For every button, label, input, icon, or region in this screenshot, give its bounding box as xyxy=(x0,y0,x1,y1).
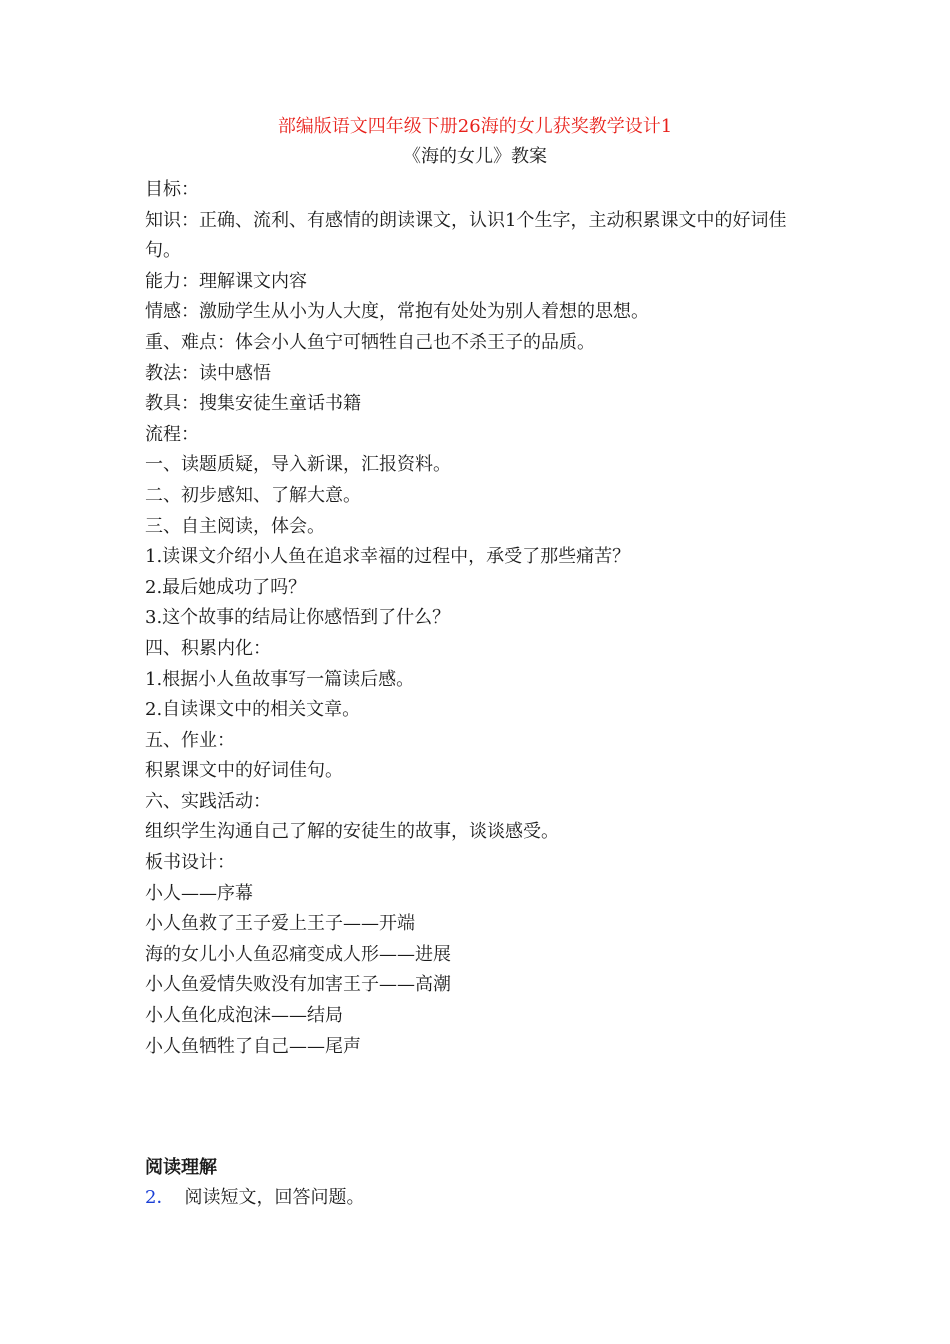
text-line: 小人——序幕 xyxy=(145,882,253,904)
text-line: 小人鱼救了王子爱上王子——开端 xyxy=(145,913,415,935)
text-line: 知识：正确、流利、有感情的朗读课文，认识1个生字，主动积累课文中的好词佳句。 xyxy=(145,209,787,262)
question-item xyxy=(145,1185,364,1211)
text-line: 情感：激励学生从小为人大度，常抱有处处为别人着想的思想。 xyxy=(145,301,649,323)
text-line: 板书设计： xyxy=(145,852,235,874)
text-line: 小人鱼化成泡沫——结局 xyxy=(145,1005,343,1027)
text-line: 3.这个故事的结局让你感悟到了什么？ xyxy=(145,607,451,629)
text-line: 教法：读中感悟 xyxy=(145,362,271,384)
text-line: 2.最后她成功了吗？ xyxy=(145,576,307,598)
document-subtitle: 《海的女儿》教案 xyxy=(403,146,547,167)
text-line: 积累课文中的好词佳句。 xyxy=(145,760,343,782)
text-line: 六、实践活动： xyxy=(145,790,271,812)
question-text: 阅读短文，回答问题。 xyxy=(184,1187,365,1208)
question-number: 2． xyxy=(145,1187,175,1208)
text-line: 一、读题质疑，导入新课，汇报资料。 xyxy=(145,454,451,476)
text-line: 重、难点：体会小人鱼宁可牺牲自己也不杀王子的品质。 xyxy=(145,331,595,353)
text-line: 三、自主阅读，体会。 xyxy=(145,515,325,537)
text-line: 能力：理解课文内容 xyxy=(145,270,307,292)
section-heading: 阅读理解 xyxy=(145,1157,217,1178)
lesson-plan-body xyxy=(145,175,810,1062)
text-line: 2.自读课文中的相关文章。 xyxy=(145,699,361,721)
text-line: 海的女儿小人鱼忍痛变成人形——进展 xyxy=(145,943,451,965)
text-line: 组织学生沟通自己了解的安徒生的故事，谈谈感受。 xyxy=(145,821,559,843)
document-title: 部编版语文四年级下册26海的女儿获奖教学设计1 xyxy=(277,116,673,137)
text-line: 小人鱼爱情失败没有加害王子——高潮 xyxy=(145,974,451,996)
text-line: 小人鱼牺牲了自己——尾声 xyxy=(145,1035,361,1057)
text-line: 流程： xyxy=(145,423,199,445)
text-line: 1.读课文介绍小人鱼在追求幸福的过程中，承受了那些痛苦？ xyxy=(145,546,631,568)
text-line: 1.根据小人鱼故事写一篇读后感。 xyxy=(145,668,415,690)
text-line: 二、初步感知、了解大意。 xyxy=(145,484,361,506)
text-line: 目标： xyxy=(145,179,199,200)
text-line: 教具：搜集安徒生童话书籍 xyxy=(145,393,361,415)
text-line: 四、积累内化： xyxy=(145,637,271,659)
text-line: 五、作业： xyxy=(145,729,235,751)
